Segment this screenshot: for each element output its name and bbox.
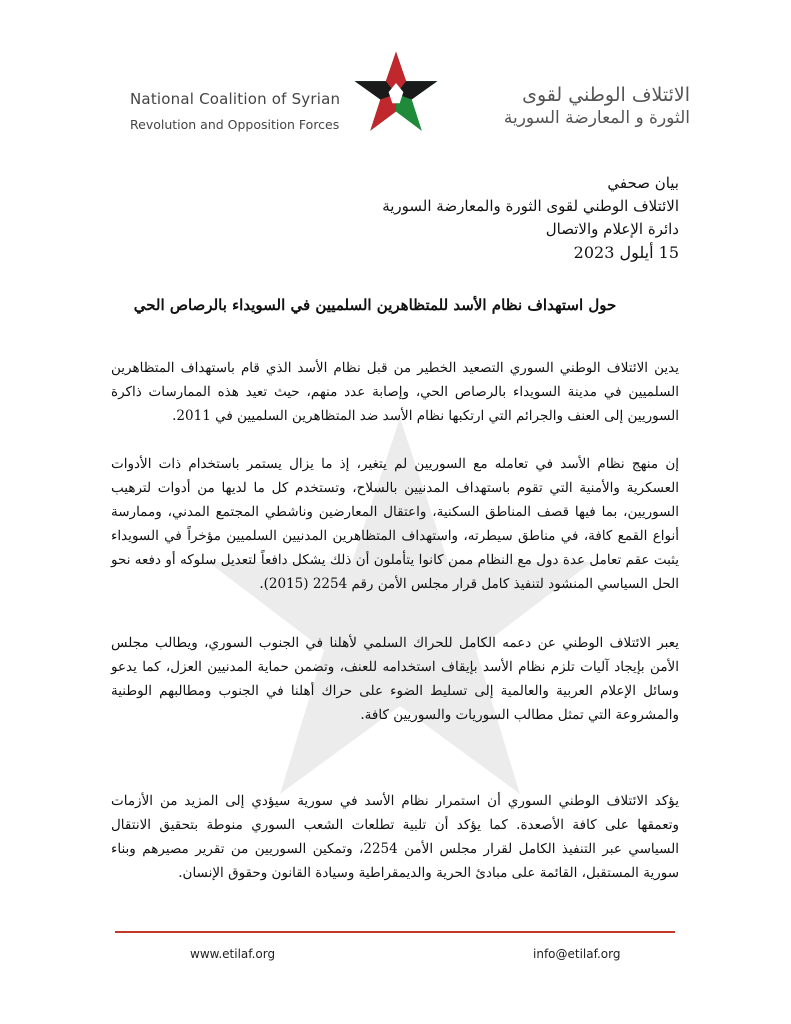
org-name-arabic-line1: الائتلاف الوطني لقوى — [522, 84, 690, 106]
website-link[interactable]: www.etilaf.org — [190, 947, 276, 961]
org-name-english-line2: Revolution and Opposition Forces — [130, 117, 340, 132]
org-name-arabic — [442, 84, 690, 128]
coalition-star-logo-icon — [350, 48, 442, 140]
issuing-organization: الائتلاف الوطني لقوى الثورة والمعارضة السورية — [382, 197, 679, 215]
document-meta — [382, 172, 679, 264]
footer-divider — [115, 931, 675, 933]
paragraph-3: يعبر الائتلاف الوطني عن دعمه الكامل للحراك السلمي لأهلنا في الجنوب السوري، ويطالب مجلس الأمن بإيجاد آليات تلزم نظام الأسد بإيقاف استخدامه للعنف، وتضمن حماية المدنيين العزل، كما يدعو وسائل الإعلام العربية والعالمية إلى تسليط الضوء على حراك أهلنا في الجنوب ومطالبهم الوطنية والمشروعة التي تمثل مطالب السوريات والسوريين كافة. — [111, 635, 679, 723]
email-link[interactable]: info@etilaf.org — [533, 947, 621, 961]
document-type: بيان صحفي — [607, 174, 679, 192]
letterhead — [0, 48, 791, 148]
document-date: 15 أيلول 2023 — [573, 243, 679, 262]
paragraph-1: يدين الائتلاف الوطني السوري التصعيد الخطير من قبل نظام الأسد الذي قام باستهداف المتظاهرين السلميين في مدينة السويداء بالرصاص الحي، وإصابة عدد منهم، حيث تعيد هذه الممارسات ذاكرة السوريين إلى العنف والجرائم التي ارتكبها نظام الأسد ضد المتظاهرين السلميين في 2011. — [111, 360, 679, 424]
org-name-arabic-line2: الثورة و المعارضة السورية — [503, 108, 690, 128]
issuing-department: دائرة الإعلام والاتصال — [545, 220, 679, 238]
org-name-english-line1: National Coalition of Syrian — [130, 90, 341, 108]
org-name-english — [130, 90, 340, 132]
paragraph-2: إن منهج نظام الأسد في تعامله مع السوريين لم يتغير، إذ ما يزال يستمر باستخدام ذات الأدوات العسكرية والأمنية التي تقوم باستهداف المدنيين بالسلاح، وتستخدم كل ما لديها من أدوات لترهيب السوريين، بما فيها قصف المناطق السكنية، واعتقال المعارضين وناشطي المجتمع المدني، وممارسة أنواع القمع كافة، في مناطق سيطرته، واستهداف المتظاهرين المدنيين السلميين مؤخراً في السويداء يثبت عقم تعامل عدة دول مع النظام ممن كانوا يتأملون أن ذلك يشكل دافعاً لتعديل سلوكه أو دفعه نحو الحل السياسي المنشود لتنفيذ كامل قرار مجلس الأمن رقم 2254 (2015). — [111, 456, 679, 592]
paragraph-4: يؤكد الائتلاف الوطني السوري أن استمرار نظام الأسد في سورية سيؤدي إلى المزيد من الأزمات وتعمقها على كافة الأصعدة. كما يؤكد أن تلبية تطلعات الشعب السوري منوطة بتحقيق الانتقال السياسي عبر التنفيذ الكامل لقرار مجلس الأمن 2254، وتمكين السوريين من تقرير مصيرهم وبناء سورية المستقبل، القائمة على مبادئ الحرية والديمقراطية وسيادة القانون وحقوق الإنسان. — [111, 793, 679, 881]
statement-headline: حول استهداف نظام الأسد للمتظاهرين السلميين في السويداء بالرصاص الحي — [133, 296, 617, 314]
